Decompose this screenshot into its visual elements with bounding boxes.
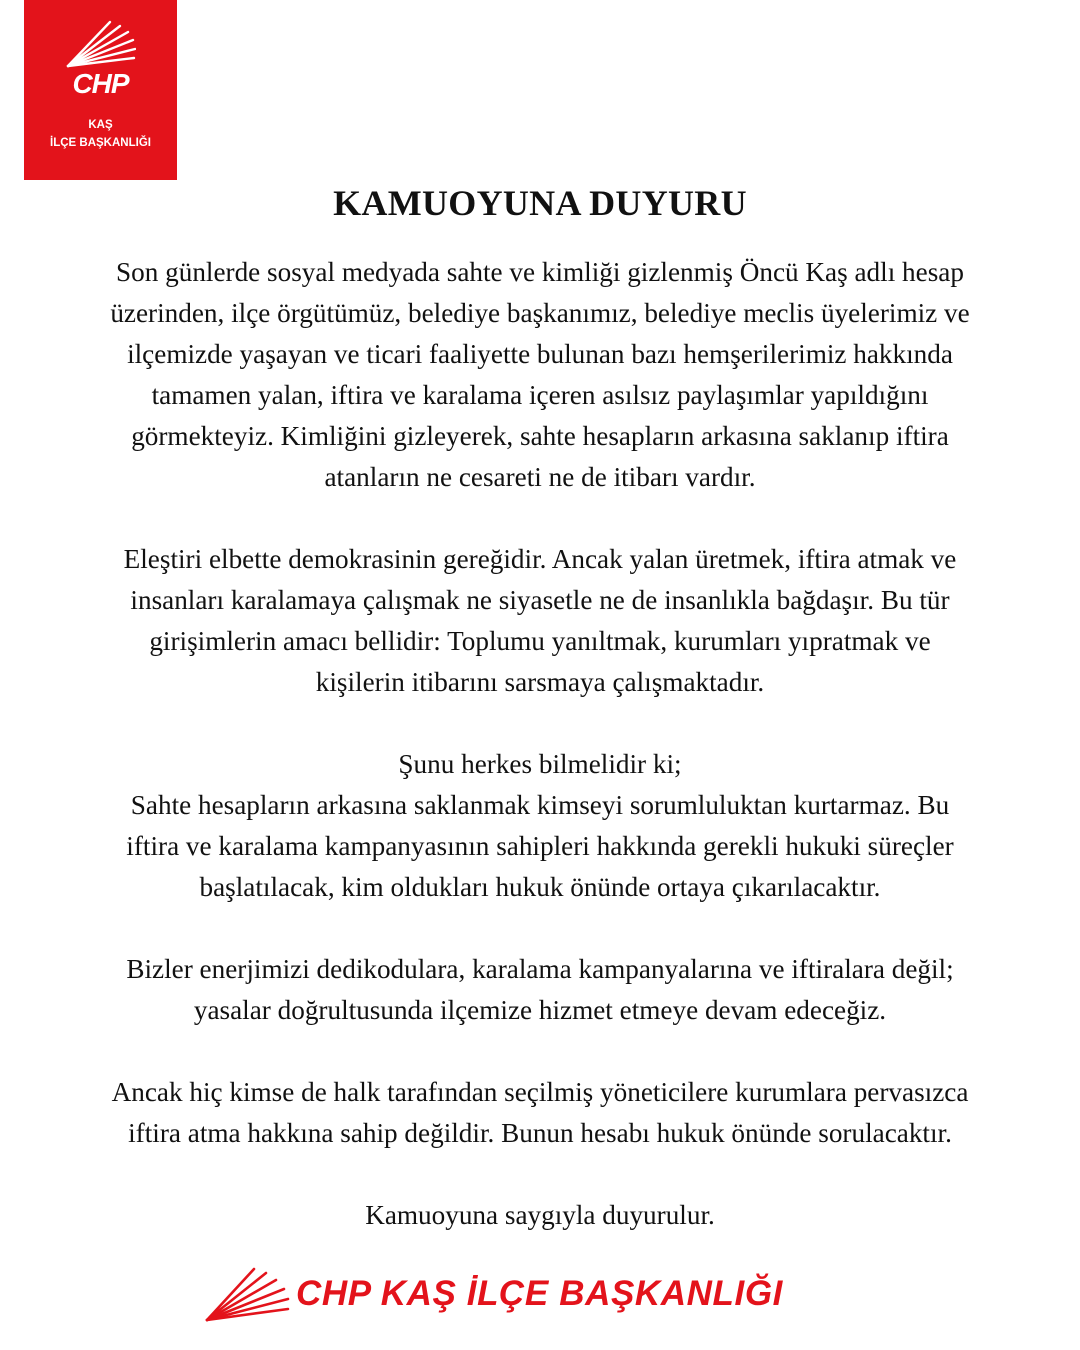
paragraph-2 bbox=[60, 539, 1020, 703]
chp-logo bbox=[24, 0, 177, 180]
logo-district: KAŞ bbox=[88, 119, 113, 131]
paragraph-3 bbox=[60, 744, 1020, 908]
logo-chp-text: CHP bbox=[72, 68, 129, 99]
paragraph-4 bbox=[60, 949, 1020, 1031]
text-line: yasalar doğrultusunda ilçemize hizmet etmeye devam edeceğiz. bbox=[193, 995, 887, 1025]
text-line: görmekteyiz. Kimliğini gizleyerek, sahte hesapların arkasına saklanıp iftira bbox=[131, 421, 949, 451]
text-line: Şunu herkes bilmelidir ki; bbox=[398, 749, 682, 779]
text-line: Kamuoyuna saygıyla duyurulur. bbox=[365, 1200, 715, 1230]
text-line: Son günlerde sosyal medyada sahte ve kimliği gizlenmiş Öncü Kaş adlı hesap bbox=[116, 257, 964, 287]
text-line: Sahte hesapların arkasına saklanmak kimseyi sorumluluktan kurtarmaz. Bu bbox=[130, 790, 950, 820]
text-line: iftira ve karalama kampanyasının sahipleri hakkında gerekli hukuki süreçler bbox=[126, 831, 954, 861]
closing-line bbox=[60, 1195, 1020, 1236]
text-line: Bizler enerjimizi dedikodulara, karalama kampanyalarına ve iftiralara değil; bbox=[126, 954, 954, 984]
text-line: üzerinden, ilçe örgütümüz, belediye başkanımız, belediye meclis üyelerimiz ve bbox=[110, 298, 970, 328]
chp-rays-icon bbox=[204, 1266, 290, 1324]
text-line: atanların ne cesareti ne de itibarı vardır. bbox=[324, 462, 756, 492]
text-line: girişimlerin amacı bellidir: Toplumu yanıltmak, kurumları yıpratmak ve bbox=[149, 626, 931, 656]
text-line: başlatılacak, kim oldukları hukuk önünde ortaya çıkarılacaktır. bbox=[199, 872, 881, 902]
text-line: Eleştiri elbette demokrasinin gereğidir. Ancak yalan üretmek, iftira atmak ve bbox=[123, 544, 957, 574]
paragraph-5 bbox=[60, 1072, 1020, 1154]
footer-signature bbox=[0, 1266, 1080, 1326]
text-line: insanları karalamaya çalışmak ne siyasetle ne de insanlıkla bağdaşır. Bu tür bbox=[130, 585, 950, 615]
text-line: tamamen yalan, iftira ve karalama içeren asılsız paylaşımlar yapıldığını bbox=[151, 380, 929, 410]
text-line: Ancak hiç kimse de halk tarafından seçilmiş yöneticilere kurumlara pervasızca bbox=[111, 1077, 969, 1107]
text-line: kişilerin itibarını sarsmaya çalışmaktadır. bbox=[315, 667, 765, 697]
paragraph-1 bbox=[60, 252, 1020, 498]
chp-rays-icon bbox=[64, 20, 136, 70]
page-title: KAMUOYUNA DUYURU bbox=[333, 183, 747, 223]
footer-office-name: CHP KAŞ İLÇE BAŞKANLIĞI bbox=[296, 1274, 783, 1313]
announcement-body bbox=[60, 252, 1020, 1236]
logo-office: İLÇE BAŞKANLIĞI bbox=[50, 137, 151, 149]
text-line: iftira atma hakkına sahip değildir. Bunun hesabı hukuk önünde sorulacaktır. bbox=[128, 1118, 952, 1148]
text-line: ilçemizde yaşayan ve ticari faaliyette bulunan bazı hemşerilerimiz hakkında bbox=[127, 339, 953, 369]
